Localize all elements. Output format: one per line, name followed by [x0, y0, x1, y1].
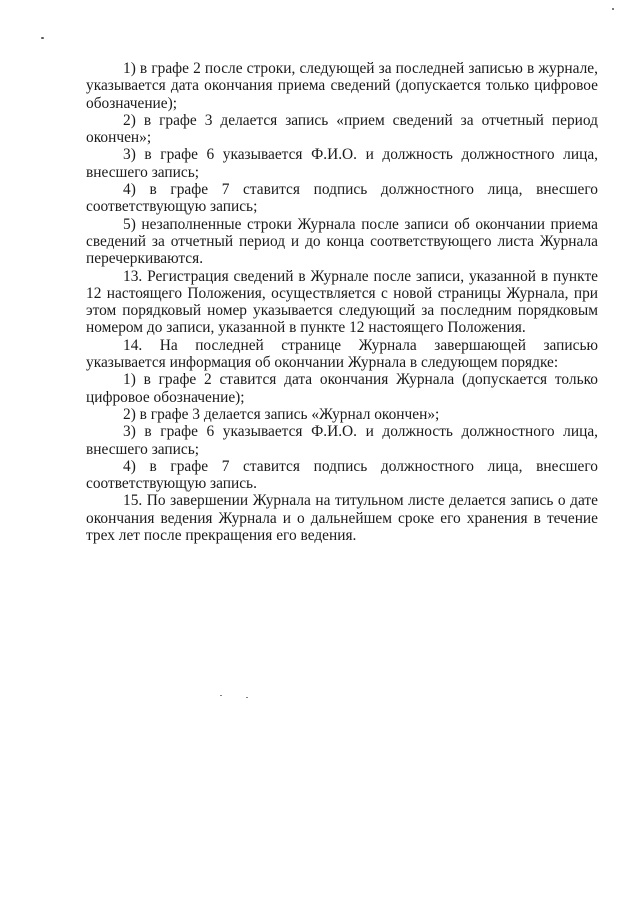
document-body	[86, 60, 598, 544]
scan-speck	[612, 8, 614, 10]
scan-speck	[220, 695, 222, 696]
paragraph-item-2: 2) в графе 3 делается запись «прием сведений за отчетный период окончен»;	[86, 111, 598, 147]
scan-speck	[246, 697, 248, 698]
paragraph-item-3: 3) в графе 6 указывается Ф.И.О. и должность должностного лица, внесшего запись;	[86, 146, 598, 181]
paragraph-item-14-1: 1) в графе 2 ставится дата окончания Журнала (допускается только цифровое обозначение);	[86, 371, 598, 406]
paragraph-item-14-3: 3) в графе 6 указывается Ф.И.О. и должность должностного лица, внесшего запись;	[86, 423, 598, 458]
paragraph-item-14-4: 4) в графе 7 ставится подпись должностного лица, внесшего соответствующую запись.	[86, 457, 598, 493]
scan-speck	[41, 37, 44, 39]
paragraph-item-5: 5) незаполненные строки Журнала после записи об окончании приема сведений за отчетный период и до конца соответствующего листа Журнала перечеркиваются.	[86, 215, 598, 268]
paragraph-clause-14: 14. На последней странице Журнала завершающей записью указывается информация об окончании Журнала в следующем порядке:	[86, 336, 598, 372]
paragraph-clause-13: 13. Регистрация сведений в Журнале после записи, указанной в пункте 12 настоящего Положения, осуществляется с новой страницы Журнала, при этом порядковый номер указывается следующий за последним порядковым номером до записи, указанной в пункте 12 настоящего Положения.	[86, 267, 598, 337]
paragraph-clause-15: 15. По завершении Журнала на титульном листе делается запись о дате окончания ведения Журнала и о дальнейшем сроке его хранения в течение трех лет после прекращения его ведения.	[86, 492, 598, 545]
paragraph-item-1: 1) в графе 2 после строки, следующей за последней записью в журнале, указывается дата окончания приема сведений (допускается только цифровое обозначение);	[86, 60, 598, 112]
paragraph-item-14-2: 2) в графе 3 делается запись «Журнал окончен»;	[123, 405, 440, 423]
paragraph-item-4: 4) в графе 7 ставится подпись должностного лица, внесшего соответствующую запись;	[86, 181, 598, 216]
